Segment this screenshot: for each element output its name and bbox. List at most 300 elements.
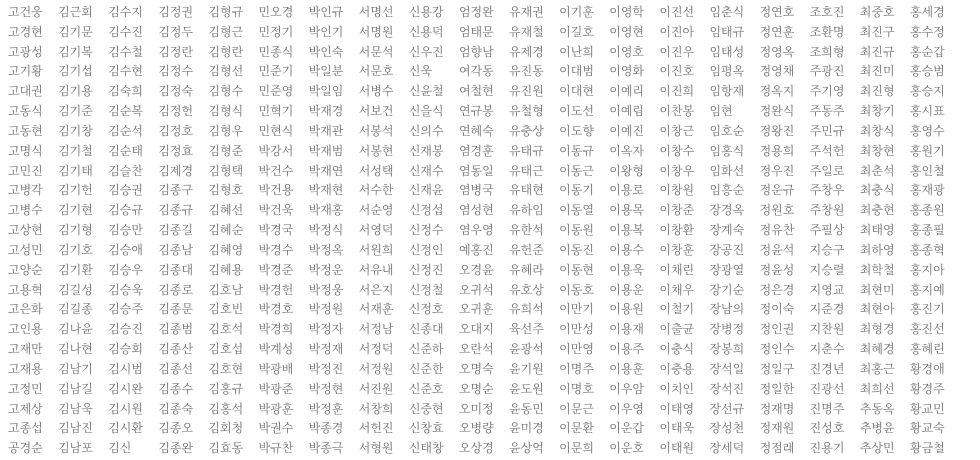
- name-cell: 김회청: [208, 421, 244, 436]
- name-cell: 진성호: [809, 421, 845, 436]
- name-cell: 이명주: [559, 361, 594, 376]
- name-cell: 이충용: [659, 361, 695, 376]
- name-cell: 김기환: [58, 262, 93, 277]
- name-cell: 김길성: [58, 282, 93, 297]
- name-cell: 신중현: [408, 401, 444, 416]
- name-cell: 신준호: [408, 381, 444, 396]
- name-cell: 이용원: [609, 302, 645, 317]
- name-cell: 이창준: [659, 203, 695, 218]
- name-cell: 김홍석: [208, 401, 244, 416]
- name-cell: 김호현: [208, 361, 244, 376]
- name-cell: 오대지: [458, 322, 494, 337]
- name-cell: 김종길: [158, 223, 194, 238]
- name-cell: 이창훈: [659, 242, 695, 257]
- name-cell: 이난희: [559, 44, 594, 59]
- name-cell: 신준하: [408, 342, 444, 357]
- name-cell: 박경국: [258, 223, 294, 238]
- name-cell: 황경주: [909, 381, 945, 396]
- name-cell: 지찬원: [809, 322, 845, 337]
- name-cell: 홍수정: [909, 24, 945, 39]
- name-cell: 장선규: [709, 401, 745, 416]
- name-cell: 박경헌: [258, 282, 294, 297]
- name-cell: 김승욱: [108, 282, 143, 297]
- name-cell: 김형규: [208, 5, 244, 19]
- name-cell: 김호남: [208, 282, 244, 297]
- name-cell: 주석헌: [809, 143, 845, 158]
- name-cell: 이용목: [609, 203, 645, 218]
- name-cell: 박정재: [308, 342, 344, 357]
- name-cell: 지준경: [809, 302, 845, 317]
- name-cell: 신정인: [408, 242, 444, 257]
- name-cell: 민준영: [258, 84, 294, 99]
- name-cell: 박경수: [258, 242, 294, 257]
- name-cell: 최춘석: [859, 163, 895, 178]
- name-cell: 이용운: [609, 282, 645, 297]
- name-cell: 엄정완: [458, 5, 494, 19]
- name-cell: 장성천: [709, 421, 745, 436]
- name-cell: 조희형: [809, 44, 845, 59]
- name-cell: 이창우: [659, 163, 695, 178]
- name-cell: 최학철: [859, 262, 895, 277]
- name-cell: 서봉현: [358, 143, 394, 158]
- name-cell: 서형원: [358, 441, 394, 456]
- name-cell: 이문희: [559, 441, 594, 456]
- name-cell: 오명순: [458, 381, 494, 396]
- name-cell: 추상민: [859, 441, 895, 456]
- name-cell: 이동현: [559, 262, 594, 277]
- name-cell: 김기철: [58, 143, 93, 158]
- name-cell: 신정철: [408, 282, 444, 297]
- name-cell: 이예진: [609, 123, 645, 138]
- name-cell: 오귀석: [458, 282, 494, 297]
- name-cell: 김혜순: [208, 223, 244, 238]
- name-cell: 서영덕: [358, 223, 394, 238]
- name-cell: 윤도원: [509, 381, 544, 396]
- name-cell: 최현미: [859, 282, 895, 297]
- name-cell: 김호섭: [208, 342, 244, 357]
- name-cell: 김혜용: [208, 262, 244, 277]
- name-cell: 박재연: [308, 163, 344, 178]
- name-cell: 박종경: [308, 421, 344, 436]
- name-cell: 고용혁: [8, 282, 43, 297]
- name-cell: 홍진선: [909, 322, 945, 337]
- name-cell: 박종극: [308, 441, 344, 456]
- name-cell: 오상경: [458, 441, 494, 456]
- name-cell: 주기영: [809, 84, 845, 99]
- name-cell: 장봉희: [709, 342, 745, 357]
- name-cell: 고병각: [8, 183, 43, 198]
- name-cell: 여각동: [458, 64, 494, 79]
- name-cell: 홍인철: [909, 163, 945, 178]
- name-cell: 이찬봉: [659, 104, 695, 119]
- name-cell: 이태원: [659, 441, 695, 456]
- name-cell: 신윤철: [408, 84, 444, 99]
- name-cell: 이운갑: [609, 421, 645, 436]
- name-cell: 최진형: [859, 84, 895, 99]
- name-cell: 홍종필: [909, 223, 945, 238]
- name-cell: 서창희: [358, 401, 394, 416]
- name-cell: 김형준: [208, 143, 244, 158]
- name-cell: 고은화: [8, 302, 43, 317]
- name-cell: 임흥순: [709, 183, 745, 198]
- name-cell: 서수한: [358, 183, 394, 198]
- name-cell: 고병수: [8, 203, 43, 218]
- name-cell: 최충식: [859, 183, 895, 198]
- name-cell: 박정현: [308, 381, 344, 396]
- name-cell: 최진규: [859, 44, 895, 59]
- name-cell: 김종규: [158, 203, 194, 218]
- name-cell: 진명주: [809, 401, 845, 416]
- name-cell: 서유내: [358, 262, 394, 277]
- name-cell: 황금철: [909, 441, 945, 456]
- name-cell: 신정호: [408, 302, 444, 317]
- name-cell: 서문호: [358, 64, 394, 79]
- name-cell: 이용복: [609, 223, 645, 238]
- name-cell: 김나윤: [58, 322, 93, 337]
- name-cell: 정일한: [759, 381, 795, 396]
- name-cell: 장계숙: [709, 223, 745, 238]
- name-cell: 김형우: [208, 123, 244, 138]
- name-cell: 임춘식: [709, 5, 745, 19]
- name-cell: 박인규: [308, 5, 344, 19]
- name-cell: 정우진: [759, 163, 795, 178]
- name-cell: 고제상: [8, 401, 43, 416]
- name-cell: 김수철: [108, 44, 143, 59]
- name-cell: 이만기: [559, 302, 594, 317]
- name-cell: 김종대: [158, 262, 194, 277]
- name-cell: 홍종원: [909, 203, 945, 218]
- name-cell: 고성민: [8, 242, 43, 257]
- name-cell: 이만영: [559, 342, 594, 357]
- name-cell: 이길호: [559, 24, 594, 39]
- name-cell: 홍원기: [909, 143, 945, 158]
- name-cell: 김남욱: [58, 401, 93, 416]
- name-cell: 신정섭: [408, 203, 444, 218]
- name-cell: 민현식: [258, 123, 294, 138]
- name-cell: 정영채: [759, 64, 795, 79]
- name-cell: 이예리: [609, 84, 645, 99]
- name-cell: 임평옥: [709, 64, 745, 79]
- name-cell: 서정덕: [358, 342, 394, 357]
- name-cell: 김신: [108, 441, 132, 456]
- name-cell: 유태현: [509, 183, 544, 198]
- name-cell: 홍재광: [909, 183, 945, 198]
- name-cell: 고정민: [8, 381, 43, 396]
- name-cell: 정연호: [759, 5, 795, 19]
- name-cell: 주창우: [809, 183, 845, 198]
- name-cell: 윤동민: [509, 401, 544, 416]
- name-cell: 김승우: [108, 262, 143, 277]
- name-cell: 조환명: [809, 24, 845, 39]
- name-cell: 유희석: [509, 302, 544, 317]
- name-cell: 김효동: [208, 441, 244, 456]
- name-cell: 고명식: [8, 143, 43, 158]
- name-cell: 이창수: [659, 143, 695, 158]
- name-cell: 김기창: [58, 123, 93, 138]
- name-cell: 정영옥: [759, 44, 795, 59]
- name-cell: 박일분: [308, 64, 344, 79]
- name-cell: 박인기: [308, 24, 344, 39]
- name-cell: 유충상: [509, 123, 544, 138]
- name-cell: 정재원: [759, 421, 795, 436]
- name-cell: 진경년: [809, 361, 845, 376]
- name-cell: 김시범: [108, 361, 143, 376]
- name-cell: 홍세경: [909, 5, 945, 19]
- name-cell: 김혜영: [208, 242, 244, 257]
- name-cell: 장석진: [709, 381, 745, 396]
- name-cell: 이운호: [609, 441, 645, 456]
- name-cell: 정은경: [759, 282, 795, 297]
- name-cell: 김기현: [58, 203, 93, 218]
- name-cell: 박정옥: [308, 242, 344, 257]
- name-cell: 정이숙: [759, 302, 795, 317]
- name-cell: 염우영: [458, 223, 494, 238]
- name-cell: 연혜숙: [458, 123, 494, 138]
- name-cell: 박건용: [258, 183, 294, 198]
- name-cell: 신정진: [408, 262, 444, 277]
- name-cell: 이동근: [559, 163, 594, 178]
- name-cell: 진광선: [809, 381, 845, 396]
- name-cell: 박정훈: [308, 401, 344, 416]
- name-cell: 이충식: [659, 342, 695, 357]
- name-cell: 신재봉: [408, 143, 444, 158]
- name-cell: 홍혜린: [909, 342, 945, 357]
- name-cell: 정인권: [759, 322, 795, 337]
- name-cell: 김승회: [108, 342, 143, 357]
- name-cell: 이진우: [659, 44, 695, 59]
- name-cell: 이용훈: [609, 361, 645, 376]
- name-cell: 임호순: [709, 123, 745, 138]
- name-cell: 김순복: [108, 104, 143, 119]
- name-cell: 장세덕: [709, 441, 745, 456]
- name-cell: 김종산: [158, 342, 194, 357]
- name-cell: 이만성: [559, 322, 594, 337]
- name-cell: 김승애: [108, 242, 143, 257]
- name-cell: 박광준: [258, 381, 294, 396]
- name-cell: 박경호: [258, 302, 294, 317]
- name-cell: 신창효: [408, 421, 444, 436]
- name-cell: 유태근: [509, 163, 544, 178]
- name-cell: 지영교: [809, 282, 845, 297]
- name-cell: 유하임: [509, 203, 544, 218]
- name-cell: 이동호: [559, 282, 594, 297]
- name-cell: 정재명: [759, 401, 795, 416]
- name-cell: 이동진: [559, 242, 594, 257]
- name-cell: 박정웅: [308, 282, 344, 297]
- name-cell: 윤상억: [509, 441, 544, 456]
- name-cell: 김남기: [58, 361, 93, 376]
- name-cell: 박광배: [258, 361, 294, 376]
- name-cell: 김홍규: [208, 381, 244, 396]
- name-cell: 김혜선: [208, 203, 244, 218]
- name-cell: 정용희: [759, 143, 795, 158]
- name-cell: 김호석: [208, 322, 244, 337]
- name-cell: 박경준: [258, 262, 294, 277]
- name-cell: 서은지: [358, 282, 394, 297]
- name-cell: 김길종: [58, 302, 93, 317]
- name-cell: 신준한: [408, 361, 444, 376]
- name-cell: 육선주: [509, 322, 544, 337]
- name-cell: 정옥지: [759, 84, 795, 99]
- name-cell: 이명호: [559, 381, 594, 396]
- name-cell: 민오경: [258, 5, 294, 19]
- name-cell: 이용재: [609, 322, 645, 337]
- name-cell: 김나현: [58, 342, 93, 357]
- name-cell: 김종구: [158, 183, 194, 198]
- name-cell: 서보건: [358, 104, 394, 119]
- name-cell: 이우암: [609, 381, 645, 396]
- name-cell: 김남길: [58, 381, 93, 396]
- name-cell: 박재관: [308, 123, 344, 138]
- name-cell: 김형수: [208, 84, 244, 99]
- name-cell: 이옥자: [609, 143, 645, 158]
- name-cell: 임현: [709, 104, 733, 119]
- name-cell: 김정수: [158, 64, 194, 79]
- name-cell: 신종대: [408, 322, 444, 337]
- name-cell: 홍시표: [909, 104, 945, 119]
- name-cell: 진용기: [809, 441, 845, 456]
- name-cell: 주창원: [809, 203, 845, 218]
- name-cell: 유한석: [509, 223, 544, 238]
- name-cell: 추동옥: [859, 401, 895, 416]
- name-cell: 고광성: [8, 44, 43, 59]
- name-cell: 홍순갑: [909, 44, 945, 59]
- name-cell: 이대현: [559, 84, 594, 99]
- name-cell: 공경순: [8, 441, 43, 456]
- name-cell: 고경현: [8, 24, 43, 39]
- name-cell: 예홍진: [458, 242, 494, 257]
- name-cell: 최진미: [859, 64, 895, 79]
- name-cell: 고대권: [8, 84, 43, 99]
- name-cell: 유헌준: [509, 242, 544, 257]
- name-cell: 이출균: [659, 322, 695, 337]
- name-cell: 고상현: [8, 223, 43, 238]
- name-cell: 이영화: [609, 64, 645, 79]
- name-cell: 유진동: [509, 64, 544, 79]
- name-cell: 장남의: [709, 302, 745, 317]
- name-cell: 김제경: [158, 163, 194, 178]
- name-cell: 김승권: [108, 183, 143, 198]
- name-cell: 서문석: [358, 44, 394, 59]
- name-cell: 김기섭: [58, 64, 93, 79]
- name-cell: 고동현: [8, 123, 43, 138]
- name-cell: 오란석: [458, 342, 494, 357]
- name-cell: 고양순: [8, 262, 43, 277]
- name-cell: 박재범: [308, 143, 344, 158]
- name-cell: 정왕진: [759, 123, 795, 138]
- name-cell: 신욱: [408, 64, 433, 79]
- name-cell: 홍지아: [909, 262, 945, 277]
- name-cell: 김수현: [108, 64, 143, 79]
- name-cell: 염병국: [458, 183, 494, 198]
- name-cell: 민정기: [258, 24, 294, 39]
- name-cell: 박경희: [258, 322, 294, 337]
- name-cell: 김시환: [108, 421, 143, 436]
- name-cell: 이진호: [659, 64, 695, 79]
- name-cell: 오귀훈: [458, 302, 494, 317]
- name-cell: 최형경: [859, 322, 895, 337]
- name-cell: 최현아: [859, 302, 895, 317]
- name-cell: 최중호: [859, 5, 895, 19]
- name-cell: 임홍식: [709, 143, 745, 158]
- name-cell: 주민규: [809, 123, 845, 138]
- name-cell: 김기형: [58, 223, 93, 238]
- name-cell: 정윤성: [759, 262, 795, 277]
- name-cell: 신정수: [408, 223, 444, 238]
- name-cell: 고재용: [8, 361, 43, 376]
- name-cell: 황교숙: [909, 421, 945, 436]
- name-cell: 김수진: [108, 24, 143, 39]
- name-cell: 이창환: [659, 223, 695, 238]
- name-cell: 유제경: [509, 44, 544, 59]
- name-cell: 조호진: [809, 5, 845, 19]
- name-cell: 김시완: [108, 381, 143, 396]
- name-cell: 서순영: [358, 203, 394, 218]
- name-cell: 김슬찬: [108, 163, 143, 178]
- name-cell: 이동규: [559, 143, 594, 158]
- name-cell: 이동원: [559, 223, 594, 238]
- name-cell: 이문환: [559, 421, 594, 436]
- name-cell: 서헌진: [358, 421, 394, 436]
- name-cell: 이창근: [659, 123, 695, 138]
- name-cell: 여철현: [458, 84, 494, 99]
- name-cell: 주동주: [809, 104, 845, 119]
- name-cell: 이우영: [609, 401, 645, 416]
- name-cell: 최창기: [859, 104, 895, 119]
- name-cell: 최혜경: [859, 342, 895, 357]
- name-cell: 김종남: [158, 242, 194, 257]
- name-cell: 최하영: [859, 242, 895, 257]
- name-cell: 고기황: [8, 64, 43, 79]
- name-cell: 김정헌: [158, 104, 194, 119]
- name-cell: 김승주: [108, 302, 143, 317]
- name-cell: 박권수: [258, 421, 294, 436]
- name-cell: 유태규: [509, 143, 544, 158]
- name-cell: 장기순: [709, 282, 745, 297]
- name-cell: 이용주: [609, 342, 645, 357]
- name-cell: 김형호: [208, 183, 244, 198]
- name-cell: 지승렬: [809, 262, 845, 277]
- name-cell: 김승진: [108, 322, 143, 337]
- name-cell: 유혜라: [509, 262, 544, 277]
- name-cell: 김형선: [208, 64, 244, 79]
- name-cell: 정유찬: [759, 223, 795, 238]
- name-cell: 홍승지: [909, 84, 945, 99]
- name-cell: 최희선: [859, 381, 895, 396]
- name-cell: 김종문: [158, 302, 194, 317]
- name-cell: 박재현: [308, 183, 344, 198]
- name-cell: 박광훈: [258, 401, 294, 416]
- name-cell: 주광진: [809, 64, 845, 79]
- name-cell: 신용강: [408, 5, 444, 19]
- name-cell: 고인용: [8, 322, 43, 337]
- name-cell: 김근회: [58, 5, 93, 19]
- name-cell: 박정자: [308, 322, 344, 337]
- name-cell: 김형택: [208, 163, 244, 178]
- name-cell: 김승규: [108, 203, 143, 218]
- name-cell: 엄태문: [458, 24, 494, 39]
- name-cell: 김호빈: [208, 302, 244, 317]
- name-cell: 고민진: [8, 163, 43, 178]
- name-cell: 김종오: [158, 421, 194, 436]
- name-cell: 최태영: [859, 223, 895, 238]
- name-cell: 황경애: [909, 361, 945, 376]
- name-cell: 고동식: [8, 104, 43, 119]
- name-cell: 이진아: [659, 24, 695, 39]
- name-cell: 홍진기: [909, 302, 945, 317]
- name-cell: 홍종혁: [909, 242, 945, 257]
- name-cell: 박일임: [308, 84, 344, 99]
